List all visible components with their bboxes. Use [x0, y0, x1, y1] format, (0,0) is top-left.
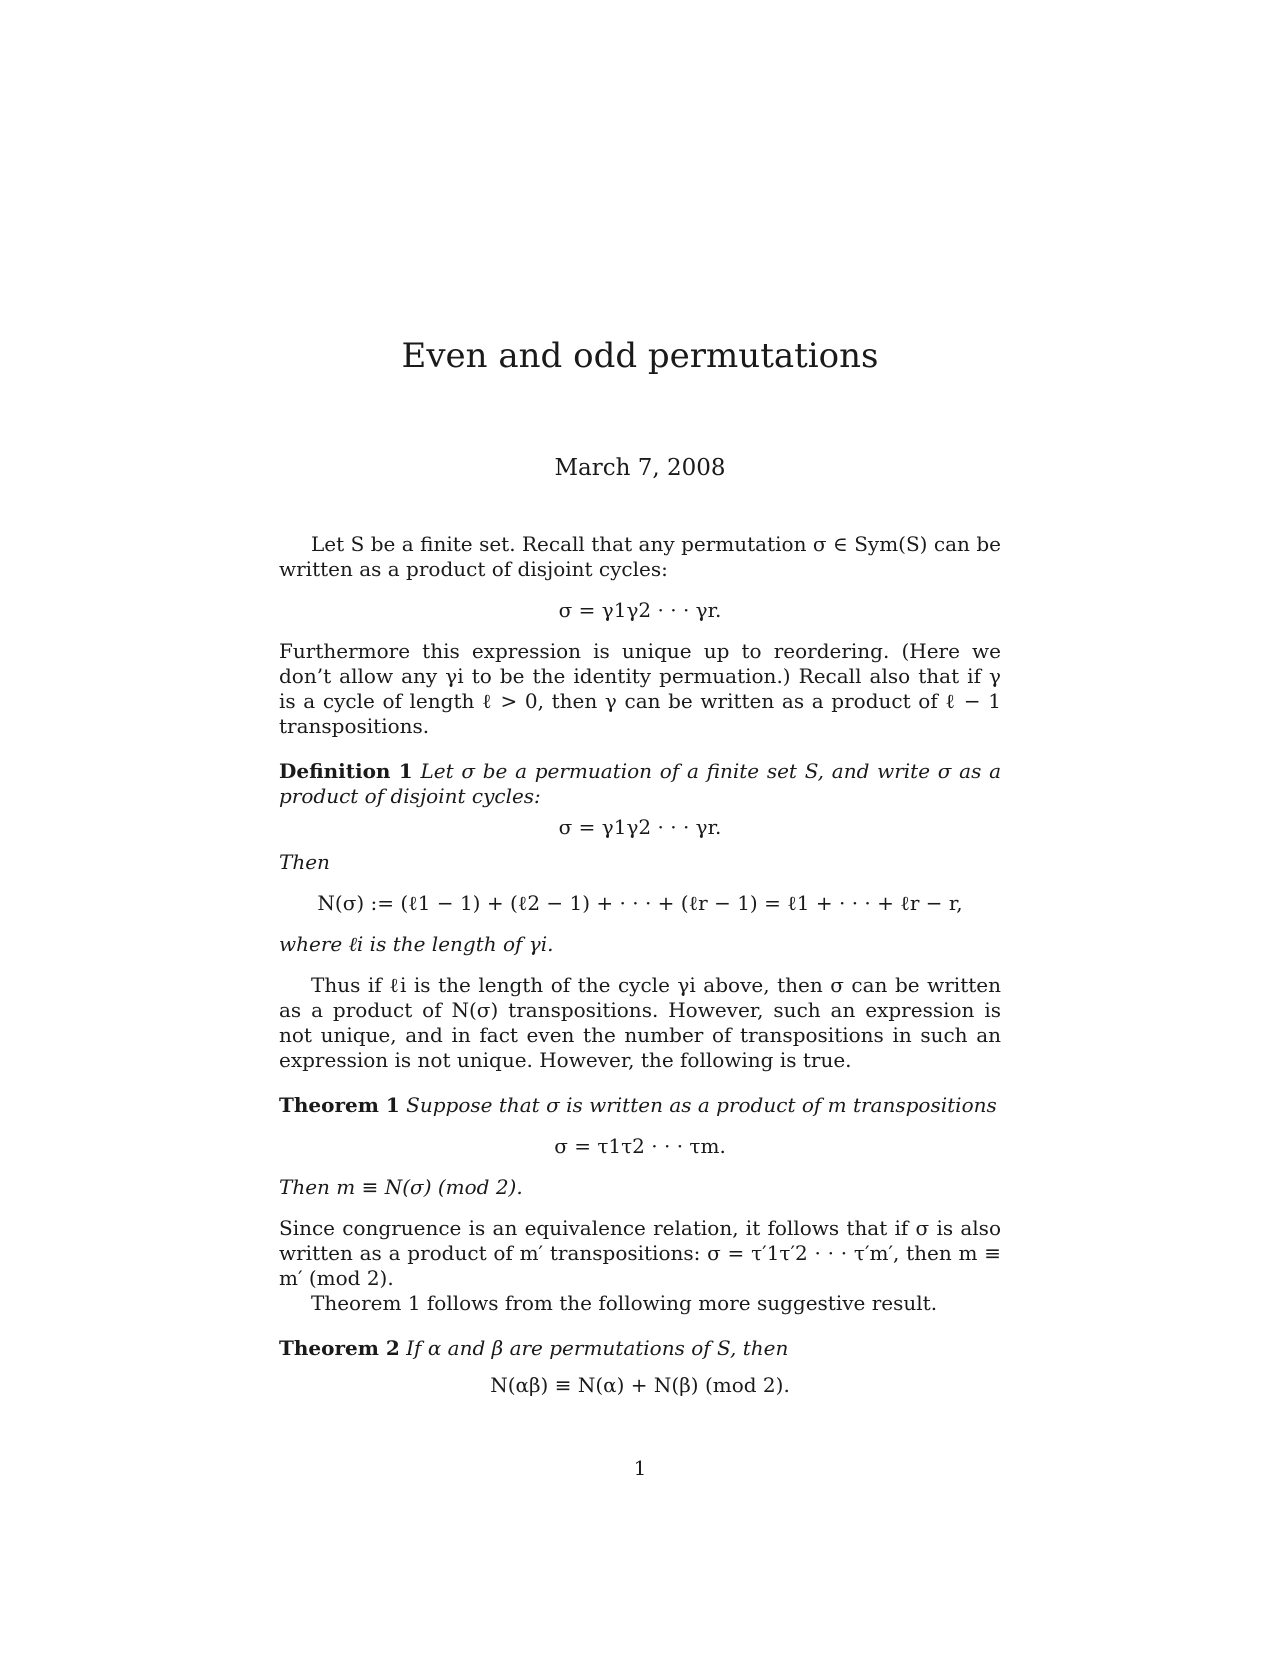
equation-N-sigma: N(σ) := (ℓ1 − 1) + (ℓ2 − 1) + · · · + (ℓr − 1) = ℓ1 + · · · + ℓr − r,	[317, 891, 963, 915]
definition-label: Definition 1	[279, 759, 413, 783]
paragraph-transpositions: Thus if ℓi is the length of the cycle γi above, then σ can be written as a product of N(σ) transpositions. However, such an expression is not unique, and in fact even the number of transpositions in such an expression is not unique. However, the following is true.	[279, 973, 1001, 1072]
paragraph-intro: Let S be a finite set. Recall that any permutation σ ∈ Sym(S) can be written as a product of disjoint cycles:	[279, 532, 1001, 581]
paragraph-congruence: Since congruence is an equivalence relation, it follows that if σ is also written as a product of m′ transpositions: σ = τ′1τ′2 · · · τ′m′, then m ≡ m′ (mod 2).	[279, 1216, 1001, 1290]
definition-1	[279, 759, 1001, 809]
definition-text: Let σ be a permuation of a finite set S, and write σ as a product of disjoint cycles:	[279, 759, 1002, 808]
equation-theorem-2: N(αβ) ≡ N(α) + N(β) (mod 2).	[490, 1373, 790, 1397]
theorem-1-label: Theorem 1	[279, 1093, 400, 1117]
equation-definition-cycles: σ = γ1γ2 · · · γr.	[558, 815, 722, 839]
theorem-2-text: If α and β are permutations of S, then	[406, 1336, 789, 1360]
theorem-1	[279, 1093, 1001, 1118]
theorem-1-text: Suppose that σ is written as a product of m transpositions	[406, 1093, 997, 1117]
equation-tau-product: σ = τ1τ2 · · · τm.	[554, 1134, 726, 1158]
theorem-2	[279, 1336, 1001, 1361]
theorem-2-label: Theorem 2	[279, 1336, 400, 1360]
equation-cycle-decomposition: σ = γ1γ2 · · · γr.	[558, 598, 722, 622]
definition-then: Then	[279, 850, 330, 874]
theorem-1-conclusion: Then m ≡ N(σ) (mod 2).	[279, 1175, 523, 1199]
document-date: March 7, 2008	[554, 455, 726, 481]
definition-where: where ℓi is the length of γi.	[279, 932, 554, 956]
document-title: Even and odd permutations	[401, 336, 879, 376]
document-body	[279, 532, 1001, 1398]
paragraph-follows: Theorem 1 follows from the following more suggestive result.	[311, 1291, 938, 1315]
page-number: 1	[633, 1456, 647, 1480]
paragraph-uniqueness: Furthermore this expression is unique up to reordering. (Here we don’t allow any γi to be the identity permuation.) Recall also that if γ is a cycle of length ℓ > 0, then γ can be written as a product of ℓ − 1 transpositions.	[279, 639, 1001, 738]
